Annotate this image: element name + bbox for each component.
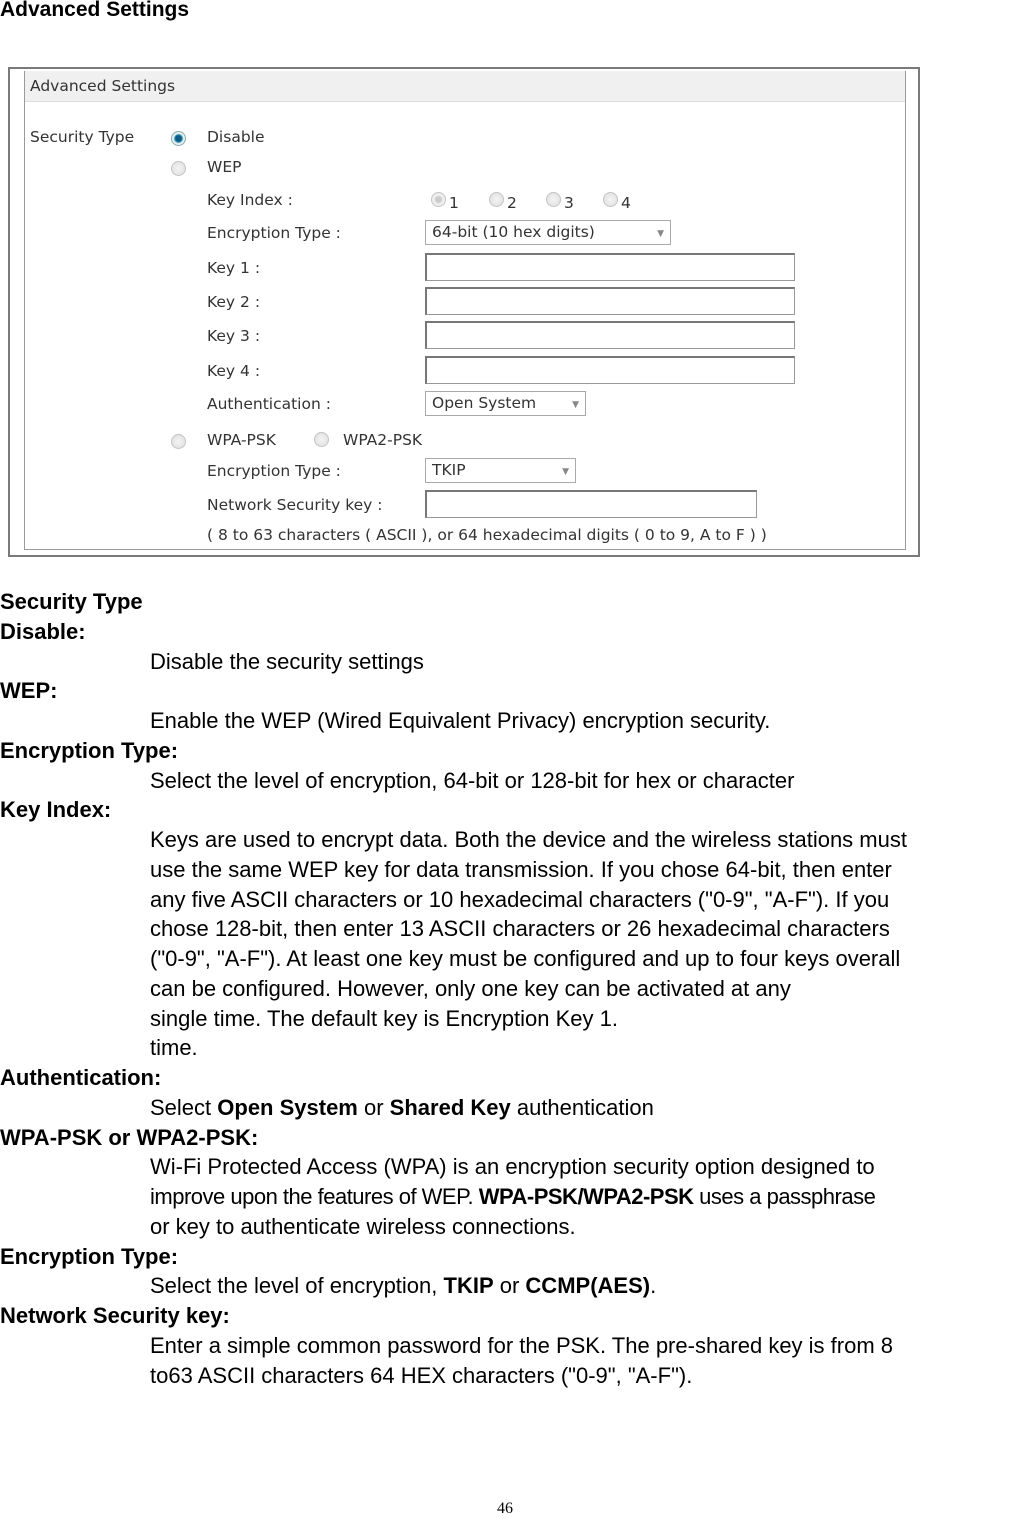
- text: Select the level of encryption,: [150, 1273, 444, 1299]
- disable-term: Disable:: [0, 618, 86, 644]
- chevron-down-icon: ▼: [657, 229, 664, 239]
- wpa-encryption-type-label: Encryption Type :: [207, 462, 341, 480]
- wpa-desc: [0, 1182, 1010, 1212]
- key-index-desc: ("0-9", "A-F"). At least one key must be configured and up to four keys overall: [150, 946, 901, 971]
- settings-screenshot: [8, 67, 920, 557]
- panel-title: Advanced Settings: [30, 77, 176, 95]
- key-index-desc: can be configured. However, only one key can be activated at any: [150, 975, 791, 1001]
- bold-text: CCMP(AES): [525, 1273, 651, 1299]
- select-value: 64-bit (10 hex digits): [432, 223, 595, 241]
- bold-text: Open System: [217, 1094, 358, 1120]
- key-index-option-label: 2: [507, 194, 517, 212]
- wep-term: WEP:: [0, 678, 58, 704]
- encryption-term: Encryption Type:: [0, 737, 179, 763]
- bold-text: WPA-PSK/WPA2-PSK: [478, 1184, 694, 1209]
- network-key-input[interactable]: [425, 490, 757, 518]
- key-index-desc: use the same WEP key for data transmission. If you chose 64-bit, then enter: [150, 856, 892, 882]
- key-2-label: Key 2 :: [207, 293, 261, 311]
- network-key-desc: to63 ASCII characters 64 HEX characters ("0-9", "A-F").: [150, 1362, 693, 1388]
- key-index-option-label: 1: [449, 194, 459, 212]
- radio-disable[interactable]: [171, 131, 186, 146]
- disable-label: Disable: [207, 128, 265, 146]
- encryption-desc-2: [0, 1271, 1010, 1301]
- select-value: Open System: [432, 394, 537, 412]
- text: uses a passphrase: [693, 1184, 876, 1209]
- authentication-desc: [0, 1093, 1010, 1123]
- authentication-term: Authentication:: [0, 1065, 162, 1090]
- key-index-label: Key Index :: [207, 191, 293, 209]
- network-key-label: Network Security key :: [207, 496, 383, 514]
- disable-desc: Disable the security settings: [150, 648, 424, 674]
- key-3-input[interactable]: [425, 321, 795, 349]
- key-index-radio-2[interactable]: [489, 192, 504, 207]
- key-2-input[interactable]: [425, 287, 795, 315]
- key-index-radio-4[interactable]: [603, 192, 618, 207]
- radio-wpa-psk[interactable]: [171, 434, 186, 449]
- wpa-desc: or key to authenticate wireless connections.: [150, 1213, 576, 1239]
- chevron-down-icon: ▼: [562, 467, 569, 477]
- key-4-input[interactable]: [425, 356, 795, 384]
- encryption-term-2: Encryption Type:: [0, 1243, 179, 1269]
- text: .: [650, 1273, 657, 1299]
- key-1-label: Key 1 :: [207, 259, 261, 277]
- text: or: [357, 1094, 390, 1120]
- bold-text: Shared Key: [389, 1094, 511, 1120]
- key-index-option-label: 3: [564, 194, 574, 212]
- page-number: 46: [497, 1500, 513, 1517]
- description-text: [0, 587, 1010, 1390]
- network-key-term: Network Security key:: [0, 1303, 230, 1328]
- select-value: TKIP: [432, 461, 466, 479]
- network-key-note: ( 8 to 63 characters ( ASCII ), or 64 hexadecimal digits ( 0 to 9, A to F ) ): [207, 526, 767, 544]
- wep-encryption-select[interactable]: [425, 220, 671, 245]
- key-index-radio-3[interactable]: [546, 192, 561, 207]
- network-key-desc: Enter a simple common password for the PSK. The pre-shared key is from 8: [150, 1332, 894, 1358]
- text: authentication: [510, 1094, 654, 1120]
- key-index-desc: time.: [150, 1035, 198, 1061]
- wpa-desc: Wi-Fi Protected Access (WPA) is an encryption security option designed to: [150, 1154, 875, 1180]
- key-index-desc: single time. The default key is Encryption Key 1.: [150, 1005, 618, 1031]
- text: or: [493, 1273, 526, 1299]
- key-3-label: Key 3 :: [207, 327, 261, 345]
- wpa2-psk-label: WPA2-PSK: [343, 431, 423, 449]
- wep-desc: Enable the WEP (Wired Equivalent Privacy) encryption security.: [150, 708, 771, 733]
- authentication-label: Authentication :: [207, 395, 331, 413]
- key-index-desc: chose 128-bit, then enter 13 ASCII characters or 26 hexadecimal characters: [150, 916, 890, 942]
- wep-label: WEP: [207, 158, 242, 176]
- chevron-down-icon: ▼: [572, 400, 579, 410]
- panel-header: [25, 71, 905, 102]
- key-index-option-label: 4: [621, 194, 631, 212]
- wpa-psk-label: WPA-PSK: [207, 431, 276, 449]
- wpa-term: WPA-PSK or WPA2-PSK:: [0, 1124, 259, 1150]
- encryption-desc: Select the level of encryption, 64-bit or 128-bit for hex or character: [150, 767, 795, 793]
- bold-text: TKIP: [443, 1273, 494, 1299]
- key-index-term: Key Index:: [0, 797, 112, 823]
- text: improve upon the features of WEP.: [150, 1184, 479, 1209]
- settings-panel: [24, 71, 906, 550]
- wep-encryption-type-label: Encryption Type :: [207, 224, 341, 242]
- radio-wep[interactable]: [171, 161, 186, 176]
- key-index-desc: any five ASCII characters or 10 hexadecimal characters ("0-9", "A-F"). If you: [150, 886, 890, 912]
- page-title: Advanced Settings: [0, 0, 190, 21]
- section-heading: Security Type: [0, 589, 143, 614]
- key-1-input[interactable]: [425, 253, 795, 281]
- key-4-label: Key 4 :: [207, 362, 261, 380]
- text: Select: [150, 1094, 218, 1120]
- security-type-label: Security Type: [30, 128, 135, 146]
- radio-wpa2-psk[interactable]: [314, 432, 329, 447]
- key-index-desc: Keys are used to encrypt data. Both the device and the wireless stations must: [150, 827, 907, 852]
- wpa-encryption-select[interactable]: [425, 458, 576, 483]
- key-index-radio-1[interactable]: [431, 192, 446, 207]
- authentication-select[interactable]: [425, 391, 586, 416]
